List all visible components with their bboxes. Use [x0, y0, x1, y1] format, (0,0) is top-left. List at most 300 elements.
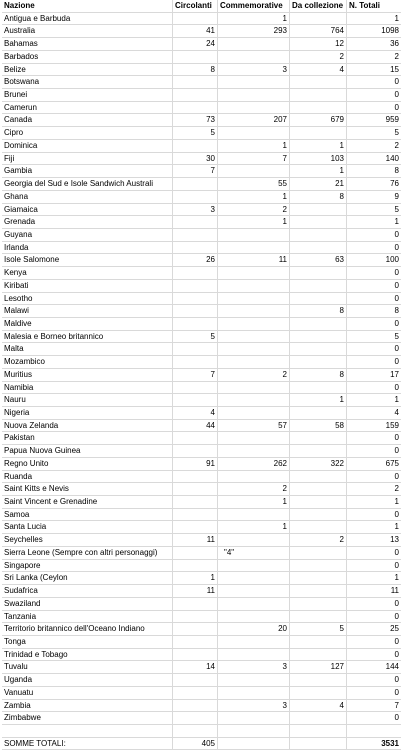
- cell-da-collezione[interactable]: [290, 127, 347, 139]
- cell-nazione[interactable]: Irlanda: [2, 242, 173, 254]
- cell-n-totali[interactable]: 0: [394, 471, 399, 481]
- cell-commemorative[interactable]: 1: [218, 496, 290, 508]
- cell-n-totali[interactable]: 0: [394, 344, 399, 354]
- cell-n-totali[interactable]: 1: [394, 522, 399, 532]
- cell-circolanti[interactable]: 91: [173, 458, 218, 470]
- header-circolanti[interactable]: Circolanti: [173, 0, 218, 12]
- cell-commemorative[interactable]: 20: [218, 623, 290, 635]
- cell-n-totali[interactable]: 7: [394, 700, 399, 710]
- cell-circolanti[interactable]: [173, 140, 218, 152]
- cell-n-totali[interactable]: 0: [394, 433, 399, 443]
- cell-commemorative[interactable]: 1: [218, 216, 290, 228]
- cell-n-totali[interactable]: 959: [385, 115, 399, 125]
- table-row: [2, 89, 401, 102]
- cell-da-collezione[interactable]: [290, 280, 347, 292]
- cell-n-totali[interactable]: 0: [394, 509, 399, 519]
- cell-nazione[interactable]: Barbados: [2, 51, 173, 63]
- cell-circolanti[interactable]: [173, 700, 218, 712]
- cell-n-totali[interactable]: 9: [394, 191, 399, 201]
- cell-da-collezione[interactable]: [290, 204, 347, 216]
- cell-n-totali[interactable]: 0: [394, 293, 399, 303]
- cell-circolanti[interactable]: [173, 445, 218, 457]
- cell-n-totali[interactable]: 0: [394, 687, 399, 697]
- cell-circolanti[interactable]: [173, 280, 218, 292]
- cell-da-collezione[interactable]: [290, 331, 347, 343]
- cell-circolanti[interactable]: [173, 305, 218, 317]
- cell-nazione[interactable]: Botswana: [2, 76, 173, 88]
- cell-nazione[interactable]: Isole Salomone: [2, 254, 173, 266]
- cell-n-totali[interactable]: 17: [390, 369, 399, 379]
- cell-da-collezione[interactable]: [290, 585, 347, 597]
- cell-n-totali[interactable]: 1: [394, 497, 399, 507]
- cell-nazione[interactable]: Trinidad e Tobago: [2, 649, 173, 661]
- cell-da-collezione[interactable]: 12: [290, 38, 347, 50]
- cell-da-collezione[interactable]: 1: [290, 394, 347, 406]
- cell-da-collezione[interactable]: [290, 636, 347, 648]
- blank-cell[interactable]: [218, 725, 290, 737]
- cell-commemorative[interactable]: [218, 445, 290, 457]
- cell-n-totali[interactable]: 2: [394, 484, 399, 494]
- cell-da-collezione[interactable]: 679: [290, 114, 347, 126]
- cell-commemorative[interactable]: [218, 356, 290, 368]
- cell-n-totali[interactable]: 0: [394, 242, 399, 252]
- cell-commemorative[interactable]: 3: [218, 661, 290, 673]
- cell-commemorative[interactable]: [218, 598, 290, 610]
- cell-nazione[interactable]: Belize: [2, 64, 173, 76]
- cell-circolanti[interactable]: [173, 560, 218, 572]
- cell-nazione[interactable]: Brunei: [2, 89, 173, 101]
- cell-da-collezione[interactable]: 103: [290, 153, 347, 165]
- cell-nazione[interactable]: Nigeria: [2, 407, 173, 419]
- cell-commemorative[interactable]: [218, 394, 290, 406]
- cell-da-collezione[interactable]: [290, 649, 347, 661]
- cell-circolanti[interactable]: [173, 76, 218, 88]
- cell-da-collezione[interactable]: [290, 343, 347, 355]
- cell-commemorative[interactable]: [218, 38, 290, 50]
- cell-nazione[interactable]: Ghana: [2, 191, 173, 203]
- cell-commemorative[interactable]: [218, 674, 290, 686]
- cell-da-collezione[interactable]: 8: [290, 191, 347, 203]
- cell-nazione[interactable]: Saint Vincent e Grenadine: [2, 496, 173, 508]
- cell-commemorative[interactable]: [218, 471, 290, 483]
- cell-da-collezione[interactable]: 21: [290, 178, 347, 190]
- cell-da-collezione[interactable]: [290, 242, 347, 254]
- cell-n-totali[interactable]: 76: [390, 179, 399, 189]
- cell-da-collezione[interactable]: [290, 89, 347, 101]
- cell-n-totali[interactable]: 1098: [381, 26, 399, 36]
- cell-nazione[interactable]: Regno Unito: [2, 458, 173, 470]
- cell-nazione[interactable]: Malesia e Borneo britannico: [2, 331, 173, 343]
- cell-nazione[interactable]: Fiji: [2, 153, 173, 165]
- cell-nazione[interactable]: Maldive: [2, 318, 173, 330]
- cell-nazione[interactable]: Tuvalu: [2, 661, 173, 673]
- cell-da-collezione[interactable]: [290, 318, 347, 330]
- cell-da-collezione[interactable]: 764: [290, 25, 347, 37]
- cell-nazione[interactable]: Dominica: [2, 140, 173, 152]
- cell-circolanti[interactable]: [173, 13, 218, 25]
- cell-commemorative[interactable]: 207: [218, 114, 290, 126]
- cell-nazione[interactable]: Gambia: [2, 165, 173, 177]
- cell-nazione[interactable]: Giamaica: [2, 204, 173, 216]
- cell-da-collezione[interactable]: [290, 560, 347, 572]
- cell-commemorative[interactable]: [218, 687, 290, 699]
- cell-circolanti[interactable]: [173, 649, 218, 661]
- cell-circolanti[interactable]: [173, 191, 218, 203]
- blank-cell[interactable]: [347, 725, 401, 737]
- header-commemorative[interactable]: Commemorative: [218, 0, 290, 12]
- cell-nazione[interactable]: Zimbabwe: [2, 712, 173, 724]
- cell-circolanti[interactable]: [173, 636, 218, 648]
- cell-commemorative[interactable]: 3: [218, 64, 290, 76]
- cell-circolanti[interactable]: [173, 267, 218, 279]
- cell-commemorative[interactable]: [218, 127, 290, 139]
- cell-nazione[interactable]: Camerun: [2, 102, 173, 114]
- cell-nazione[interactable]: Pakistan: [2, 432, 173, 444]
- cell-nazione[interactable]: Singapore: [2, 560, 173, 572]
- cell-commemorative[interactable]: [218, 611, 290, 623]
- cell-n-totali[interactable]: 0: [394, 649, 399, 659]
- cell-n-totali[interactable]: 0: [394, 318, 399, 328]
- cell-commemorative[interactable]: [218, 585, 290, 597]
- cell-n-totali[interactable]: 0: [394, 102, 399, 112]
- cell-n-totali[interactable]: 5: [394, 128, 399, 138]
- cell-da-collezione[interactable]: [290, 687, 347, 699]
- cell-commemorative[interactable]: [218, 267, 290, 279]
- cell-n-totali[interactable]: 0: [394, 560, 399, 570]
- cell-commemorative[interactable]: [218, 331, 290, 343]
- cell-da-collezione[interactable]: [290, 598, 347, 610]
- cell-nazione[interactable]: Malawi: [2, 305, 173, 317]
- cell-circolanti[interactable]: [173, 51, 218, 63]
- header-da-collezione[interactable]: Da collezione: [290, 0, 347, 12]
- totals-row: [2, 738, 401, 750]
- cell-commemorative[interactable]: 2: [218, 483, 290, 495]
- cell-circolanti[interactable]: 7: [173, 369, 218, 381]
- cell-da-collezione[interactable]: 8: [290, 369, 347, 381]
- cell-circolanti[interactable]: 5: [173, 127, 218, 139]
- cell-circolanti[interactable]: 11: [173, 585, 218, 597]
- cell-da-collezione[interactable]: [290, 521, 347, 533]
- cell-n-totali[interactable]: 0: [394, 280, 399, 290]
- cell-circolanti[interactable]: 30: [173, 153, 218, 165]
- totals-circolanti[interactable]: 405: [173, 738, 218, 750]
- cell-circolanti[interactable]: 7: [173, 165, 218, 177]
- cell-circolanti[interactable]: [173, 432, 218, 444]
- cell-commemorative[interactable]: 2: [218, 204, 290, 216]
- cell-n-totali[interactable]: 2: [394, 140, 399, 150]
- cell-n-totali[interactable]: 1: [394, 573, 399, 583]
- cell-commemorative[interactable]: "4": [218, 547, 290, 559]
- cell-n-totali[interactable]: 13: [390, 535, 399, 545]
- cell-circolanti[interactable]: 8: [173, 64, 218, 76]
- cell-n-totali[interactable]: 0: [394, 675, 399, 685]
- cell-da-collezione[interactable]: [290, 547, 347, 559]
- cell-nazione[interactable]: Nuova Zelanda: [2, 420, 173, 432]
- cell-nazione[interactable]: Seychelles: [2, 534, 173, 546]
- header-nazione[interactable]: Nazione: [2, 0, 173, 12]
- cell-nazione[interactable]: Grenada: [2, 216, 173, 228]
- cell-commemorative[interactable]: [218, 649, 290, 661]
- cell-commemorative[interactable]: [218, 534, 290, 546]
- cell-da-collezione[interactable]: [290, 407, 347, 419]
- cell-circolanti[interactable]: [173, 687, 218, 699]
- cell-nazione[interactable]: Guyana: [2, 229, 173, 241]
- cell-da-collezione[interactable]: 2: [290, 534, 347, 546]
- cell-commemorative[interactable]: 11: [218, 254, 290, 266]
- cell-nazione[interactable]: Muritius: [2, 369, 173, 381]
- cell-da-collezione[interactable]: 8: [290, 305, 347, 317]
- cell-circolanti[interactable]: [173, 394, 218, 406]
- cell-commemorative[interactable]: [218, 280, 290, 292]
- cell-n-totali[interactable]: 5: [394, 204, 399, 214]
- cell-commemorative[interactable]: [218, 165, 290, 177]
- table-row: [2, 394, 401, 407]
- cell-da-collezione[interactable]: [290, 102, 347, 114]
- cell-nazione[interactable]: Tonga: [2, 636, 173, 648]
- cell-da-collezione[interactable]: 63: [290, 254, 347, 266]
- cell-nazione[interactable]: Lesotho: [2, 293, 173, 305]
- cell-n-totali[interactable]: 4: [394, 408, 399, 417]
- cell-nazione[interactable]: Papua Nuova Guinea: [2, 445, 173, 457]
- cell-circolanti[interactable]: 3: [173, 204, 218, 216]
- cell-commemorative[interactable]: 293: [218, 25, 290, 37]
- cell-n-totali[interactable]: 0: [394, 446, 399, 456]
- cell-nazione[interactable]: Kenya: [2, 267, 173, 279]
- cell-nazione[interactable]: Sri Lanka (Ceylon: [2, 572, 173, 584]
- cell-nazione[interactable]: Saint Kitts e Nevis: [2, 483, 173, 495]
- cell-circolanti[interactable]: 4: [173, 407, 218, 419]
- cell-circolanti[interactable]: [173, 356, 218, 368]
- cell-nazione[interactable]: Sierra Leone (Sempre con altri personaggi): [2, 547, 173, 559]
- cell-commemorative[interactable]: [218, 89, 290, 101]
- cell-commemorative[interactable]: [218, 76, 290, 88]
- cell-circolanti[interactable]: 41: [173, 25, 218, 37]
- cell-n-totali[interactable]: 2: [394, 51, 399, 61]
- cell-commemorative[interactable]: [218, 318, 290, 330]
- cell-n-totali[interactable]: 100: [385, 255, 399, 265]
- cell-commemorative[interactable]: [218, 293, 290, 305]
- cell-circolanti[interactable]: 24: [173, 38, 218, 50]
- cell-da-collezione[interactable]: [290, 382, 347, 394]
- cell-nazione[interactable]: Vanuatu: [2, 687, 173, 699]
- cell-n-totali[interactable]: 0: [394, 611, 399, 621]
- cell-commemorative[interactable]: [218, 382, 290, 394]
- cell-n-totali[interactable]: 144: [385, 662, 399, 672]
- cell-commemorative[interactable]: [218, 102, 290, 114]
- cell-circolanti[interactable]: 1: [173, 572, 218, 584]
- cell-commemorative[interactable]: [218, 432, 290, 444]
- cell-commemorative[interactable]: [218, 229, 290, 241]
- cell-n-totali[interactable]: 0: [394, 636, 399, 646]
- cell-circolanti[interactable]: [173, 547, 218, 559]
- cell-da-collezione[interactable]: [290, 509, 347, 521]
- cell-da-collezione[interactable]: 1: [290, 165, 347, 177]
- cell-n-totali[interactable]: 0: [394, 713, 399, 723]
- cell-circolanti[interactable]: [173, 598, 218, 610]
- totals-da-collezione[interactable]: [290, 738, 347, 750]
- cell-nazione[interactable]: Ruanda: [2, 471, 173, 483]
- cell-n-totali[interactable]: 15: [390, 64, 399, 74]
- cell-commemorative[interactable]: [218, 242, 290, 254]
- cell-n-totali[interactable]: 1: [394, 395, 399, 405]
- cell-commemorative[interactable]: 1: [218, 521, 290, 533]
- cell-da-collezione[interactable]: [290, 267, 347, 279]
- cell-n-totali[interactable]: 0: [394, 268, 399, 278]
- cell-da-collezione[interactable]: 58: [290, 420, 347, 432]
- cell-da-collezione[interactable]: [290, 216, 347, 228]
- cell-nazione[interactable]: Nauru: [2, 394, 173, 406]
- cell-nazione[interactable]: Santa Lucia: [2, 521, 173, 533]
- cell-circolanti[interactable]: 11: [173, 534, 218, 546]
- cell-circolanti[interactable]: [173, 483, 218, 495]
- cell-n-totali[interactable]: 0: [394, 382, 399, 392]
- cell-nazione[interactable]: Tanzania: [2, 611, 173, 623]
- cell-circolanti[interactable]: 73: [173, 114, 218, 126]
- cell-commemorative[interactable]: [218, 305, 290, 317]
- cell-circolanti[interactable]: [173, 229, 218, 241]
- cell-circolanti[interactable]: [173, 623, 218, 635]
- cell-nazione[interactable]: Canada: [2, 114, 173, 126]
- cell-nazione[interactable]: Namibia: [2, 382, 173, 394]
- table-row: [2, 700, 401, 713]
- cell-commemorative[interactable]: [218, 636, 290, 648]
- cell-da-collezione[interactable]: [290, 712, 347, 724]
- cell-commemorative[interactable]: [218, 407, 290, 419]
- cell-n-totali[interactable]: 36: [390, 39, 399, 49]
- cell-n-totali[interactable]: 0: [394, 598, 399, 608]
- cell-da-collezione[interactable]: [290, 572, 347, 584]
- cell-da-collezione[interactable]: [290, 674, 347, 686]
- cell-n-totali[interactable]: 0: [394, 357, 399, 367]
- cell-nazione[interactable]: Territorio britannico dell'Oceano Indiano: [2, 623, 173, 635]
- cell-circolanti[interactable]: 5: [173, 331, 218, 343]
- cell-da-collezione[interactable]: [290, 13, 347, 25]
- cell-da-collezione[interactable]: [290, 356, 347, 368]
- cell-circolanti[interactable]: [173, 471, 218, 483]
- cell-da-collezione[interactable]: [290, 483, 347, 495]
- cell-commemorative[interactable]: 1: [218, 191, 290, 203]
- cell-circolanti[interactable]: [173, 293, 218, 305]
- cell-commemorative[interactable]: 7: [218, 153, 290, 165]
- totals-label[interactable]: SOMME TOTALI:: [2, 738, 173, 750]
- cell-n-totali[interactable]: 0: [394, 547, 399, 557]
- cell-da-collezione[interactable]: [290, 496, 347, 508]
- blank-cell[interactable]: [173, 725, 218, 737]
- cell-da-collezione[interactable]: 127: [290, 661, 347, 673]
- cell-nazione[interactable]: Bahamas: [2, 38, 173, 50]
- cell-commemorative[interactable]: [218, 343, 290, 355]
- cell-commemorative[interactable]: 262: [218, 458, 290, 470]
- cell-circolanti[interactable]: [173, 712, 218, 724]
- cell-n-totali[interactable]: 140: [385, 153, 399, 163]
- cell-da-collezione[interactable]: 4: [290, 64, 347, 76]
- cell-commemorative[interactable]: [218, 572, 290, 584]
- cell-nazione[interactable]: Australia: [2, 25, 173, 37]
- cell-nazione[interactable]: Uganda: [2, 674, 173, 686]
- blank-row: [2, 725, 401, 738]
- cell-commemorative[interactable]: 57: [218, 420, 290, 432]
- cell-commemorative[interactable]: [218, 51, 290, 63]
- cell-circolanti[interactable]: [173, 496, 218, 508]
- cell-circolanti[interactable]: 26: [173, 254, 218, 266]
- cell-n-totali[interactable]: 0: [394, 229, 399, 239]
- cell-da-collezione[interactable]: 5: [290, 623, 347, 635]
- totals-n-totali[interactable]: 3531: [381, 738, 399, 748]
- cell-circolanti[interactable]: [173, 509, 218, 521]
- cell-circolanti[interactable]: [173, 242, 218, 254]
- cell-circolanti[interactable]: [173, 102, 218, 114]
- cell-nazione[interactable]: Georgia del Sud e Isole Sandwich Australi: [2, 178, 173, 190]
- cell-circolanti[interactable]: [173, 674, 218, 686]
- cell-circolanti[interactable]: [173, 343, 218, 355]
- cell-da-collezione[interactable]: 4: [290, 700, 347, 712]
- cell-n-totali[interactable]: 0: [394, 90, 399, 100]
- cell-da-collezione[interactable]: [290, 293, 347, 305]
- cell-commemorative[interactable]: [218, 509, 290, 521]
- cell-circolanti[interactable]: [173, 318, 218, 330]
- cell-da-collezione[interactable]: [290, 471, 347, 483]
- cell-da-collezione[interactable]: [290, 76, 347, 88]
- blank-cell[interactable]: [2, 725, 173, 737]
- cell-da-collezione[interactable]: [290, 611, 347, 623]
- cell-da-collezione[interactable]: [290, 432, 347, 444]
- cell-circolanti[interactable]: [173, 382, 218, 394]
- cell-circolanti[interactable]: [173, 216, 218, 228]
- cell-commemorative[interactable]: 2: [218, 369, 290, 381]
- blank-cell[interactable]: [290, 725, 347, 737]
- cell-da-collezione[interactable]: [290, 229, 347, 241]
- cell-circolanti[interactable]: [173, 521, 218, 533]
- cell-da-collezione[interactable]: [290, 445, 347, 457]
- cell-n-totali[interactable]: 8: [394, 306, 399, 316]
- cell-da-collezione[interactable]: 2: [290, 51, 347, 63]
- cell-n-totali[interactable]: 8: [394, 166, 399, 176]
- cell-circolanti[interactable]: [173, 178, 218, 190]
- cell-nazione[interactable]: Sudafrica: [2, 585, 173, 597]
- cell-circolanti[interactable]: 44: [173, 420, 218, 432]
- cell-nazione[interactable]: Samoa: [2, 509, 173, 521]
- cell-commemorative[interactable]: 1: [218, 140, 290, 152]
- cell-n-totali[interactable]: 675: [385, 458, 399, 468]
- cell-commemorative[interactable]: [218, 712, 290, 724]
- cell-nazione[interactable]: Cipro: [2, 127, 173, 139]
- cell-nazione[interactable]: Mozambico: [2, 356, 173, 368]
- cell-circolanti[interactable]: 14: [173, 661, 218, 673]
- cell-commemorative[interactable]: [218, 560, 290, 572]
- cell-commemorative[interactable]: 55: [218, 178, 290, 190]
- cell-n-totali[interactable]: 5: [394, 331, 399, 341]
- cell-n-totali[interactable]: 1: [394, 217, 399, 227]
- cell-nazione[interactable]: Antigua e Barbuda: [2, 13, 173, 25]
- cell-commemorative[interactable]: 3: [218, 700, 290, 712]
- cell-nazione[interactable]: Malta: [2, 343, 173, 355]
- cell-commemorative[interactable]: 1: [218, 13, 290, 25]
- cell-da-collezione[interactable]: 1: [290, 140, 347, 152]
- cell-n-totali[interactable]: 159: [385, 420, 399, 430]
- cell-circolanti[interactable]: [173, 89, 218, 101]
- cell-n-totali[interactable]: 11: [390, 586, 399, 596]
- cell-n-totali[interactable]: 0: [394, 77, 399, 87]
- cell-n-totali[interactable]: 25: [390, 624, 399, 634]
- cell-nazione[interactable]: Swaziland: [2, 598, 173, 610]
- cell-nazione[interactable]: Kiribati: [2, 280, 173, 292]
- cell-nazione[interactable]: Zambia: [2, 700, 173, 712]
- totals-commemorative[interactable]: [218, 738, 290, 750]
- cell-da-collezione[interactable]: 322: [290, 458, 347, 470]
- cell-circolanti[interactable]: [173, 611, 218, 623]
- header-totali[interactable]: N. Totali: [349, 1, 380, 10]
- cell-n-totali[interactable]: 1: [394, 13, 399, 23]
